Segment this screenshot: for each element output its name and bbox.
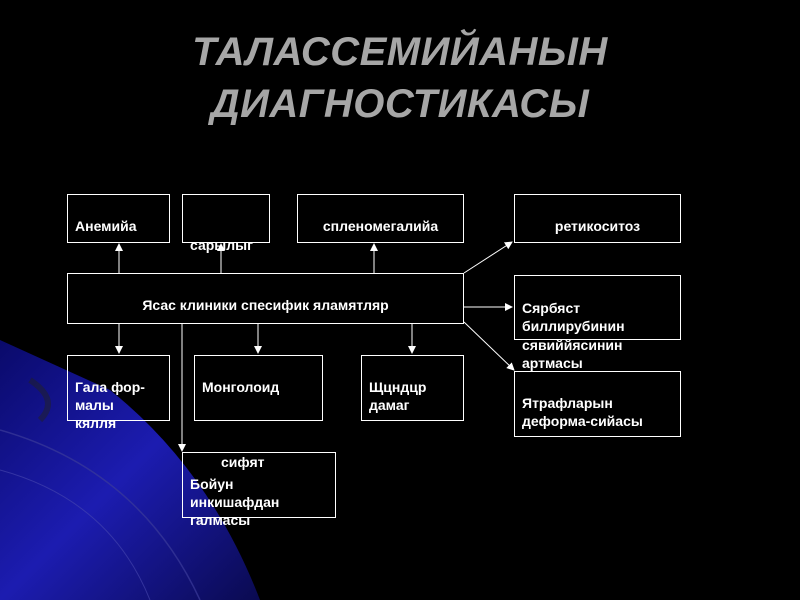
box-jaundice-label: сарылыг [190,237,253,253]
box-skull [67,355,170,431]
box-high-palate-label: Щцндцр дамаг [369,379,427,413]
box-jaundice [182,194,270,253]
box-bilirubin [514,275,681,371]
box-center-label: Ясас клиники спесифик яламятляр [142,297,389,313]
box-mongoloid-label: Монголоид [202,379,280,395]
title-line-2: ДИАГНОСТИКАСЫ [210,82,590,126]
box-high-palate [361,355,464,421]
slide-title [0,26,800,130]
box-bone-deformation-label: Ятрафларын деформа-сийасы [522,395,643,429]
box-bilirubin-label: Сярбяст биллирубинин сявиййясинин артмасы [522,299,625,371]
box-skull-label: Гала фор- малы кялля [75,379,145,431]
box-reticulocytosis-label: ретикоситоз [554,218,641,234]
overlapping-text-label: сифят [221,454,265,470]
box-reticulocytosis [514,194,681,243]
overlapping-text [221,453,264,471]
box-anemia [67,194,170,243]
box-splenomegaly [297,194,464,243]
box-center [67,273,464,324]
box-anemia-label: Анемийа [75,218,137,234]
title-line-1: ТАЛАССЕМИЙАНЫН [192,30,608,74]
box-splenomegaly-label: спленомегалийа [322,218,439,234]
box-bone-deformation [514,371,681,437]
box-mongoloid [194,355,323,421]
box-growth-delay-label: Бойун инкишафдан галмасы [190,476,280,528]
